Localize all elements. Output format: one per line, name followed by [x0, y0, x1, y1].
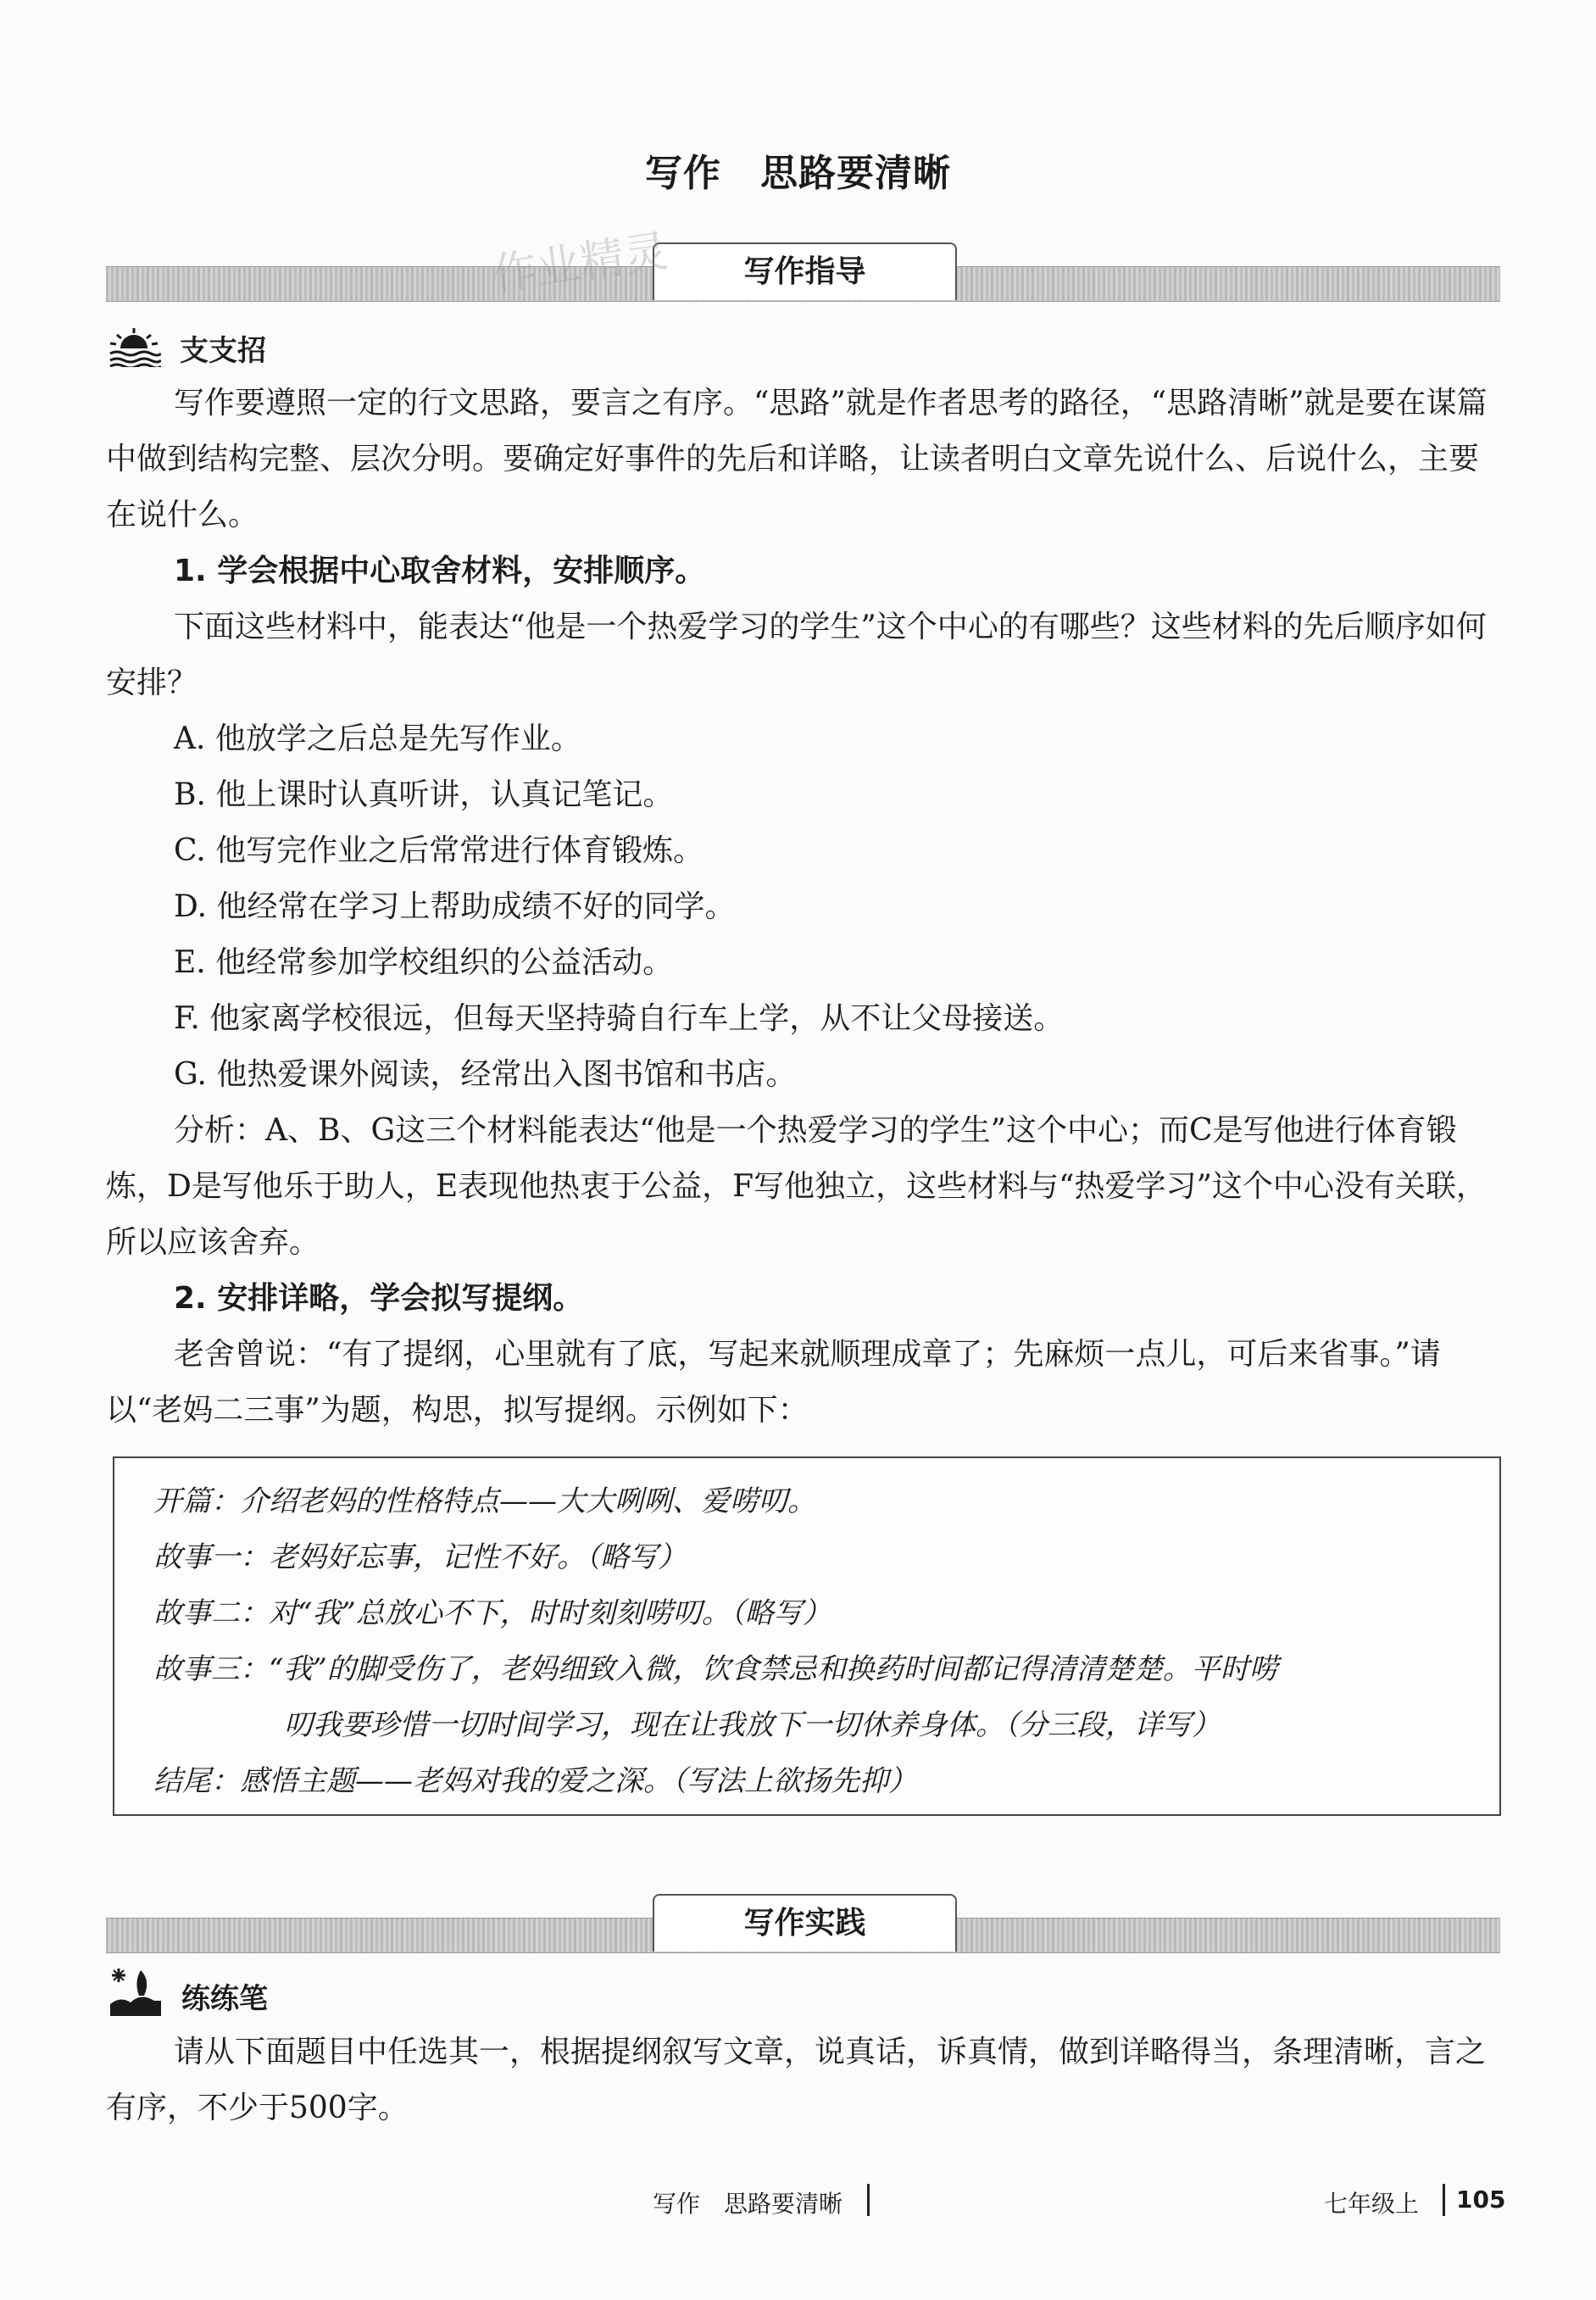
watermark: 作业精灵 — [489, 226, 671, 302]
outline-story3-cont: 叨我要珍惜一切时间学习，现在让我放下一切休养身体。（分三段，详写） — [284, 1708, 1221, 1742]
page-title — [0, 142, 1596, 197]
practice-paragraph: 请从下面题目中任选其一，根据提纲叙写文章，说真话，诉真情，做到详略得当，条理清晰，言之有序，不少于500字。 — [106, 2035, 1487, 2125]
point1-question: 下面这些材料中，能表达“他是一个热爱学习的学生”这个中心的有哪些？这些材料的先后顺序如何安排？ — [106, 610, 1487, 700]
option-a: A. 他放学之后总是先写作业。 — [174, 721, 581, 756]
option-g: G. 他热爱课外阅读，经常出入图书馆和书店。 — [174, 1057, 797, 1092]
footer-divider-2 — [1443, 2184, 1445, 2216]
outline-opening: 开篇：介绍老妈的性格特点——大大咧咧、爱唠叨。 — [153, 1484, 816, 1518]
sunrise-icon — [108, 326, 161, 367]
outline-box — [113, 1456, 1501, 1816]
intro-paragraph: 写作要遵照一定的行文思路，要言之有序。“思路”就是作者思考的路径，“思路清晰”就是要在谋篇中做到结构完整、层次分明。要确定好事件的先后和详略，让读者明白文章先说什么、后说什么，主要在说什么。 — [106, 386, 1488, 532]
outline-story2: 故事二：对“我”总放心不下，时时刻刻唠叨。（略写） — [153, 1596, 831, 1630]
outline-story3: 故事三：“我”的脚受伤了，老妈细致入微，饮食禁忌和换药时间都记得清清楚楚。平时唠 — [153, 1652, 1278, 1686]
option-b: B. 他上课时认真听讲，认真记笔记。 — [174, 777, 674, 812]
option-e: E. 他经常参加学校组织的公益活动。 — [174, 945, 674, 980]
title-part2: 思路要清晰 — [760, 152, 951, 195]
outline-story1: 故事一：老妈好忘事，记性不好。（略写） — [153, 1540, 687, 1574]
analysis-paragraph: 分析：A、B、G这三个材料能表达“他是一个热爱学习的学生”这个中心；而C是写他进行体育锻炼，D是写他乐于助人，E表现他热衷于公益，F写他独立，这些材料与“热爱学习”这个中心没有关联，所以应该舍弃。 — [106, 1113, 1487, 1260]
option-f: F. 他家离学校很远，但每天坚持骑自行车上学，从不让父母接送。 — [174, 1001, 1065, 1036]
outline-ending: 结尾：感悟主题——老妈对我的爱之深。（写法上欲扬先抑） — [153, 1764, 917, 1798]
option-c: C. 他写完作业之后常常进行体育锻炼。 — [174, 833, 704, 868]
option-d: D. 他经常在学习上帮助成绩不好的同学。 — [174, 889, 736, 924]
footer-grade: 七年级上 — [1324, 2190, 1420, 2218]
footer-divider — [867, 2184, 870, 2216]
section-tab-practice: 写作实践 — [653, 1894, 957, 1952]
title-part1: 写作 — [645, 152, 721, 195]
footer-chapter: 写作 思路要清晰 — [653, 2190, 843, 2218]
page-number: 105 — [1456, 2186, 1506, 2214]
point2-text: 老舍曾说：“有了提纲，心里就有了底，写起来就顺理成章了；先麻烦一点儿，可后来省事。”请以“老妈二三事”为题，构思，拟写提纲。示例如下： — [106, 1337, 1441, 1428]
sub-heading-practice: 练练笔 — [181, 1982, 268, 2016]
point2-title: 2. 安排详略，学会拟写提纲。 — [174, 1281, 584, 1316]
point1-title: 1. 学会根据中心取舍材料，安排顺序。 — [174, 554, 706, 588]
pen-landscape-icon — [110, 1967, 161, 2016]
sub-heading-tips: 支支招 — [180, 334, 266, 368]
section-tab-guide: 写作指导 — [653, 242, 957, 300]
